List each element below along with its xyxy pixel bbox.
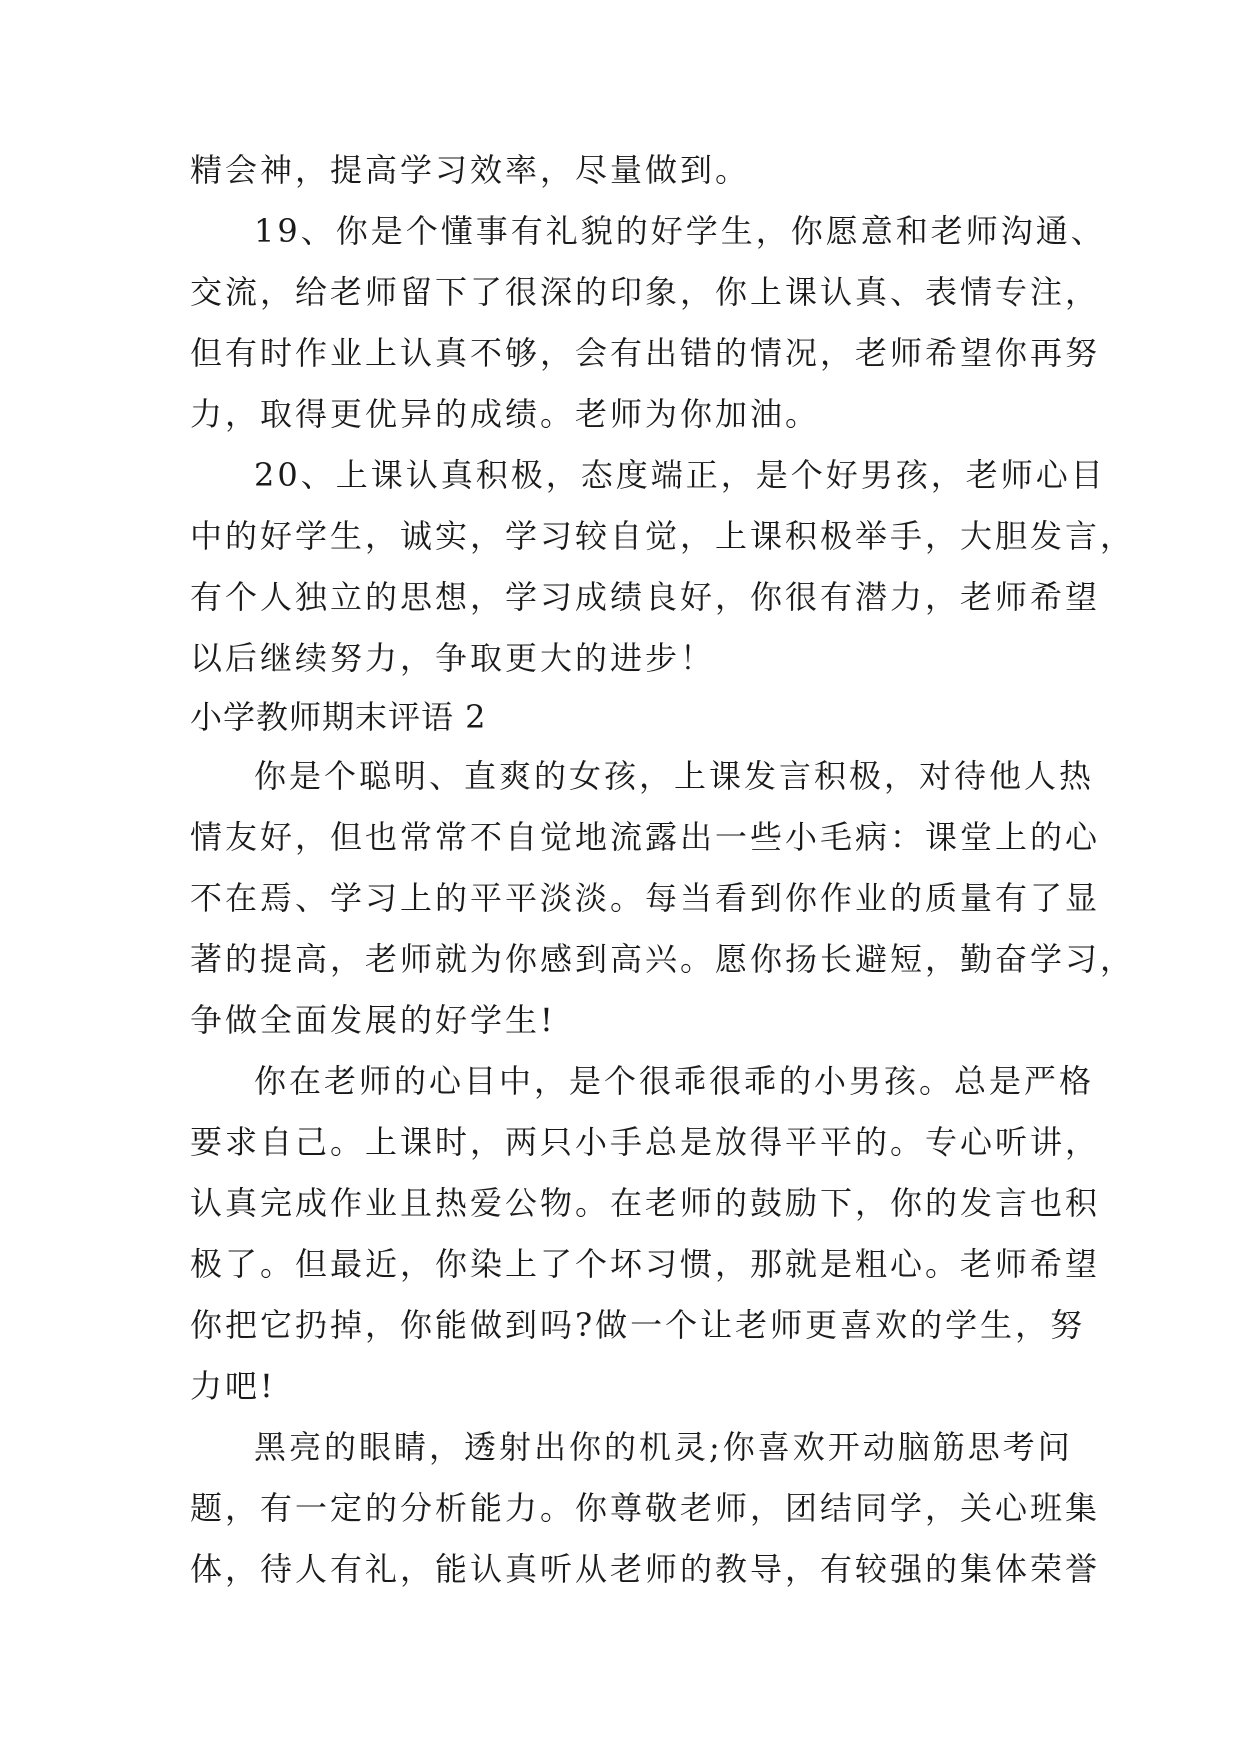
text-line: 精会神，提高学习效率，尽量做到。: [190, 151, 751, 189]
text-line: 以后继续努力，争取更大的进步！: [190, 639, 716, 677]
text-line: 你是个聪明、直爽的女孩，上课发言积极，对待他人热: [254, 757, 1095, 795]
text-line: 体，待人有礼，能认真听从老师的教导，有较强的集体荣誉: [190, 1550, 1101, 1588]
text-line: 题，有一定的分析能力。你尊敬老师，团结同学，关心班集: [190, 1489, 1101, 1527]
text-line: 力，取得更优异的成绩。老师为你加油。: [190, 395, 821, 433]
text-line: 认真完成作业且热爱公物。在老师的鼓励下，你的发言也积: [190, 1184, 1101, 1222]
text-line: 极了。但最近，你染上了个坏习惯，那就是粗心。老师希望: [190, 1245, 1101, 1283]
text-line: 交流，给老师留下了很深的印象，你上课认真、表情专注，: [190, 273, 1101, 311]
text-line: 中的好学生，诚实，学习较自觉，上课积极举手，大胆发言，: [190, 517, 1136, 555]
text-line: 要求自己。上课时，两只小手总是放得平平的。专心听讲，: [190, 1123, 1101, 1161]
text-line: 19、你是个懂事有礼貌的好学生，你愿意和老师沟通、: [254, 212, 1106, 250]
text-line: 争做全面发展的好学生!: [190, 1001, 556, 1039]
text-line: 情友好，但也常常不自觉地流露出一些小毛病：课堂上的心: [190, 818, 1101, 856]
text-line: 你把它扔掉，你能做到吗?做一个让老师更喜欢的学生，努: [190, 1306, 1086, 1344]
text-line: 有个人独立的思想，学习成绩良好，你很有潜力，老师希望: [190, 578, 1101, 616]
text-line: 黑亮的眼睛，透射出你的机灵;你喜欢开动脑筋思考问: [254, 1428, 1073, 1466]
section-heading: 小学教师期末评语 2: [190, 698, 487, 736]
text-line: 你在老师的心目中，是个很乖很乖的小男孩。总是严格: [254, 1062, 1095, 1100]
text-line: 力吧!: [190, 1367, 276, 1405]
text-line: 但有时作业上认真不够，会有出错的情况，老师希望你再努: [190, 334, 1101, 372]
text-line: 著的提高，老师就为你感到高兴。愿你扬长避短，勤奋学习，: [190, 940, 1136, 978]
text-line: 不在焉、学习上的平平淡淡。每当看到你作业的质量有了显: [190, 879, 1101, 917]
text-line: 20、上课认真积极，态度端正，是个好男孩，老师心目: [254, 456, 1106, 494]
